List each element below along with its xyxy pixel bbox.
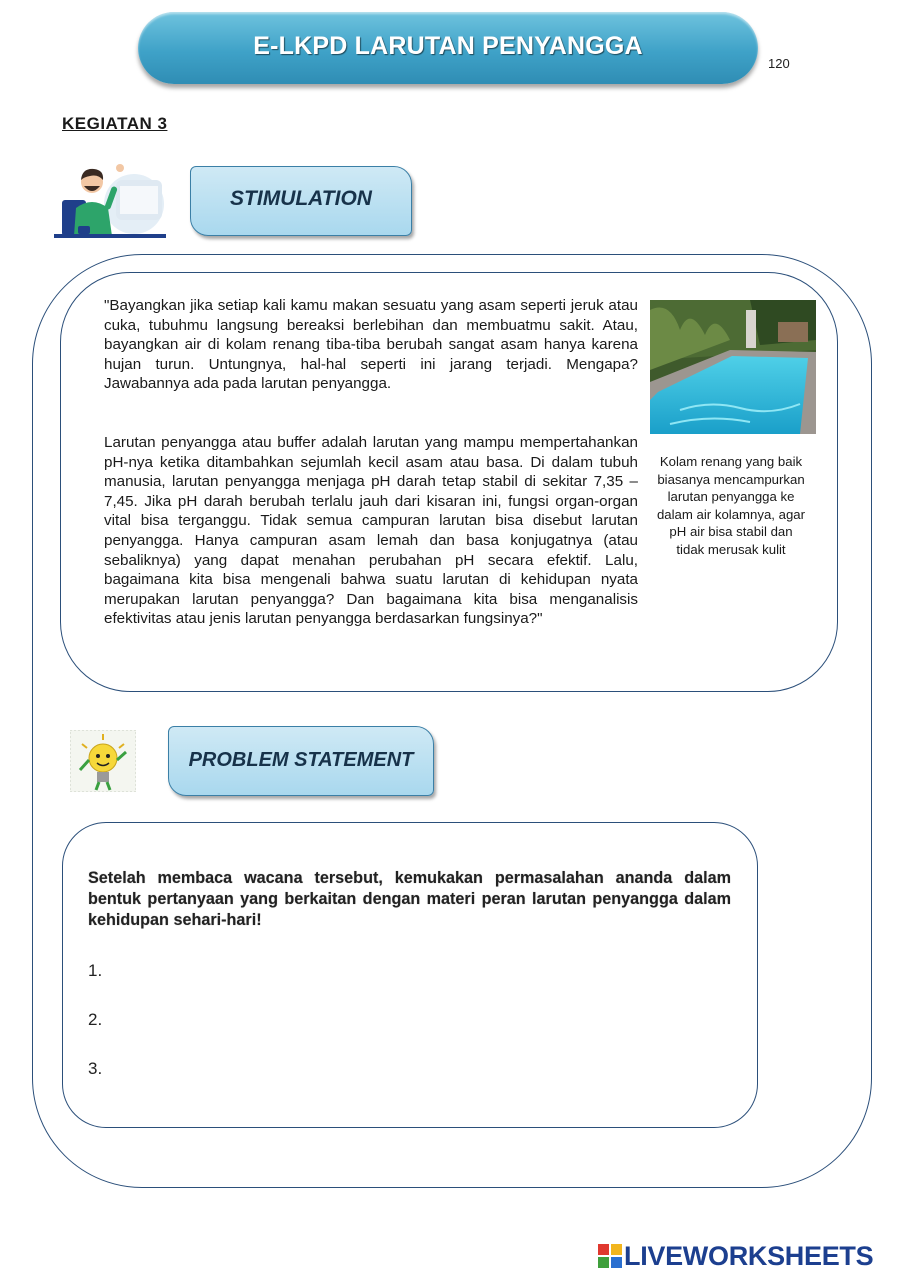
- stimulation-tab: [190, 166, 412, 236]
- teacher-illustration: [54, 160, 166, 242]
- swimming-pool-photo: [650, 300, 816, 434]
- problem-statement-tab-label: PROBLEM STATEMENT: [188, 749, 414, 771]
- liveworksheets-brand: LIVEWORKSHEETS: [624, 1240, 874, 1271]
- liveworksheets-logo-icon: [598, 1244, 622, 1268]
- problem-instruction: Setelah membaca wacana tersebut, kemukakan permasalahan ananda dalam bentuk pertanyaan yang berkaitan dengan materi peran larutan penyangga dalam kehidupan sehari-hari!: [88, 869, 731, 929]
- stimulation-tab-label: STIMULATION: [230, 187, 372, 210]
- liveworksheets-logo: [598, 1238, 873, 1274]
- page-number: 120: [768, 56, 790, 71]
- lightbulb-icon: [70, 730, 136, 792]
- pool-caption: Kolam renang yang baik biasanya mencampurkan larutan penyangga ke dalam air kolamnya, agar pH air bisa stabil dan tidak merusak kulit: [656, 454, 806, 557]
- answer-number-1: 1.: [88, 961, 103, 980]
- problem-statement-tab: [168, 726, 434, 796]
- title-banner: [138, 12, 758, 84]
- answer-number-3: 3.: [88, 1059, 103, 1078]
- page-title: E-LKPD LARUTAN PENYANGGA: [253, 32, 643, 60]
- stimulation-paragraph-1: "Bayangkan jika setiap kali kamu makan sesuatu yang asam seperti jeruk atau cuka, tubuhmu langsung bereaksi berlebihan dan membuatmu sakit. Atau, bayangkan air di kolam renang tiba-tiba berubah sangat asam hanya karena hujan turun. Untungnya, hal-hal seperti ini jarang terjadi. Mengapa? Jawabannya ada pada larutan penyangga.: [104, 297, 638, 393]
- stimulation-paragraph-2: Larutan penyangga atau buffer adalah larutan yang mampu mempertahankan pH-nya ketika ditambahkan sejumlah kecil asam atau basa. Di dalam tubuh manusia, larutan penyangga menjaga pH darah tetap stabil di sekitar 7,35 – 7,45. Jika pH darah berubah terlalu jauh dari kisaran ini, fungsi organ-organ vital bisa terganggu. Tidak semua campuran larutan bisa disebut larutan penyangga. Hanya campuran asam lemah dan basa konjugatnya (atau sebaliknya) yang dapat menahan perubahan pH secara efektif. Lalu, bagaimana kita bisa mengenali bahwa suatu larutan di kehidupan nyata merupakan larutan penyangga? Dan bagaimana kita bisa menganalisis efektivitas atau jenis larutan penyangga berdasarkan fungsinya?": [104, 434, 638, 628]
- activity-label: KEGIATAN 3: [62, 114, 168, 133]
- answer-number-2: 2.: [88, 1010, 103, 1029]
